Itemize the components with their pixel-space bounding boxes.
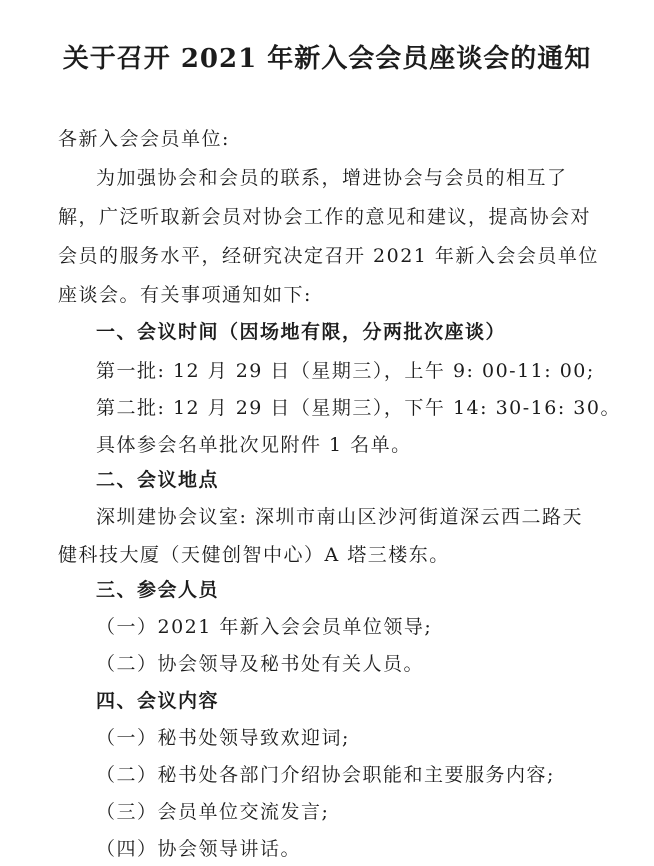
location-line-1: 深圳建协会议室: 深圳市南山区沙河街道深云西二路天	[96, 506, 583, 528]
intro-line-1: 为加强协会和会员的联系，增进协会与会员的相互了	[96, 167, 568, 189]
batch-1-text: 第一批: 12 月 29 日（星期三），上午 9: 00-11: 00;	[96, 360, 595, 382]
attendee-item-2: （二）协会领导及秘书处有关人员。	[96, 653, 425, 675]
agenda-item-1: （一）秘书处领导致欢迎词;	[96, 727, 350, 749]
agenda-item-3: （三）会员单位交流发言;	[96, 801, 330, 823]
agenda-item-4: （四）协会领导讲话。	[96, 838, 302, 860]
section-heading-attendees: 三、参会人员	[96, 579, 220, 601]
attendee-list-note: 具体参会名单批次见附件 1 名单。	[96, 434, 412, 456]
section-heading-agenda: 四、会议内容	[96, 690, 220, 712]
document-title: 关于召开 2021 年新入会会员座谈会的通知	[62, 44, 592, 74]
intro-line-2: 解，广泛听取新会员对协会工作的意见和建议，提高协会对	[58, 206, 592, 228]
attendee-item-1: （一）2021 年新入会会员单位领导;	[96, 616, 433, 638]
intro-line-4: 座谈会。有关事项通知如下:	[58, 284, 312, 306]
location-line-2: 健科技大厦（天健创智中心）A 塔三楼东。	[58, 544, 450, 566]
agenda-item-2: （二）秘书处各部门介绍协会职能和主要服务内容;	[96, 764, 555, 786]
section-heading-time: 一、会议时间（因场地有限，分两批次座谈）	[96, 321, 507, 343]
section-heading-location: 二、会议地点	[96, 469, 220, 491]
intro-line-3: 会员的服务水平，经研究决定召开 2021 年新入会会员单位	[58, 245, 599, 267]
salutation: 各新入会会员单位:	[58, 128, 230, 150]
batch-2-text: 第二批: 12 月 29 日（星期三），下午 14: 30-16: 30。	[96, 397, 621, 419]
